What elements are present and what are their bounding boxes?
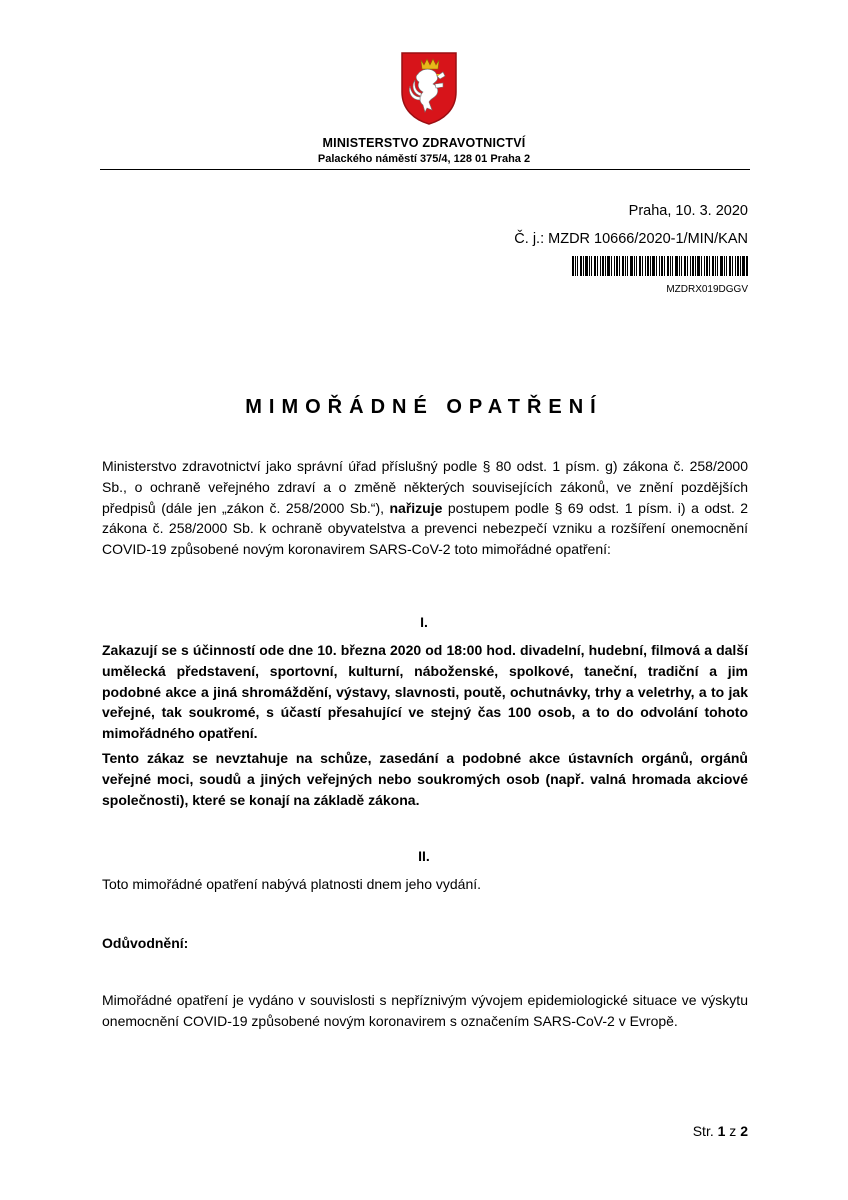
barcode-label: MZDRX019DGGV — [666, 284, 748, 295]
justification-paragraph: Mimořádné opatření je vydáno v souvislosti s nepříznivým vývojem epidemiologické situace ve výskytu onemocnění COVID-19 způsobené novým koronavirem s označením SARS-CoV-2 v Evropě. — [102, 992, 748, 1029]
page-prefix: Str. — [692, 1123, 718, 1139]
document-title: MIMOŘÁDNÉ OPATŘENÍ — [245, 396, 603, 418]
header-divider — [100, 169, 750, 170]
justification-heading: Odůvodnění: — [102, 935, 189, 951]
page-total: 2 — [740, 1123, 748, 1139]
page-separator: z — [725, 1123, 741, 1139]
page-current: 1 — [717, 1123, 726, 1139]
reference-number: Č. j.: MZDR 10666/2020-1/MIN/KAN — [514, 231, 748, 247]
document-date: Praha, 10. 3. 2020 — [628, 203, 748, 219]
page-number — [693, 1123, 748, 1139]
intro-bold-word: nařizuje — [389, 499, 443, 516]
section-2-paragraph: Toto mimořádné opatření nabývá platnosti dnem jeho vydání. — [102, 876, 482, 892]
ministry-address: Palackého náměstí 375/4, 128 01 Praha 2 — [317, 153, 531, 165]
intro-paragraph — [102, 456, 748, 560]
intro-text-after: postupem podle § 69 odst. 1 písm. i) a odst. 2 zákona č. 258/2000 Sb. k ochraně obyvatelstva a prevenci nebezpečí vzniku a rozšíření onemocnění COVID-19 způsobené novým koronavirem SARS-CoV-2 toto mimořádné opatření: — [102, 499, 748, 558]
intro-text-before: Ministerstvo zdravotnictví jako správní úřad příslušný podle § 80 odst. 1 písm. g) zákona č. 258/2000 Sb., o ochraně veřejného zdraví a o změně některých souvisejících zákonů, ve znění pozdějších předpisů (dále jen „zákon č. 258/2000 Sb.“), — [102, 458, 748, 516]
section-1-paragraph-2: Tento zákaz se nevztahuje na schůze, zasedání a podobné akce ústavních orgánů, orgánů veřejné moci, soudů a jiných veřejných nebo soukromých osob (např. valná hromada akciové společnosti), které se konají na základě zákona. — [102, 750, 748, 808]
barcode-icon — [572, 256, 748, 276]
section-1-number: I. — [420, 614, 428, 630]
section-1-paragraph-1: Zakazují se s účinností ode dne 10. března 2020 od 18:00 hod. divadelní, hudební, filmová a další umělecká představení, sportovní, kulturní, náboženské, spolkové, taneční, tradiční a jim podobné akce a jiná shromáždění, výstavy, slavnosti, poutě, ochutnávky, trhy a veletrhy, a to jak veřejné, tak soukromé, s účastí přesahující ve stejný čas 100 osob, a to do odvolání tohoto mimořádného opatření. — [102, 642, 748, 742]
section-2-number: II. — [418, 848, 430, 864]
ministry-name: MINISTERSTVO ZDRAVOTNICTVÍ — [322, 136, 526, 150]
czech-lion-emblem-icon — [399, 50, 459, 126]
